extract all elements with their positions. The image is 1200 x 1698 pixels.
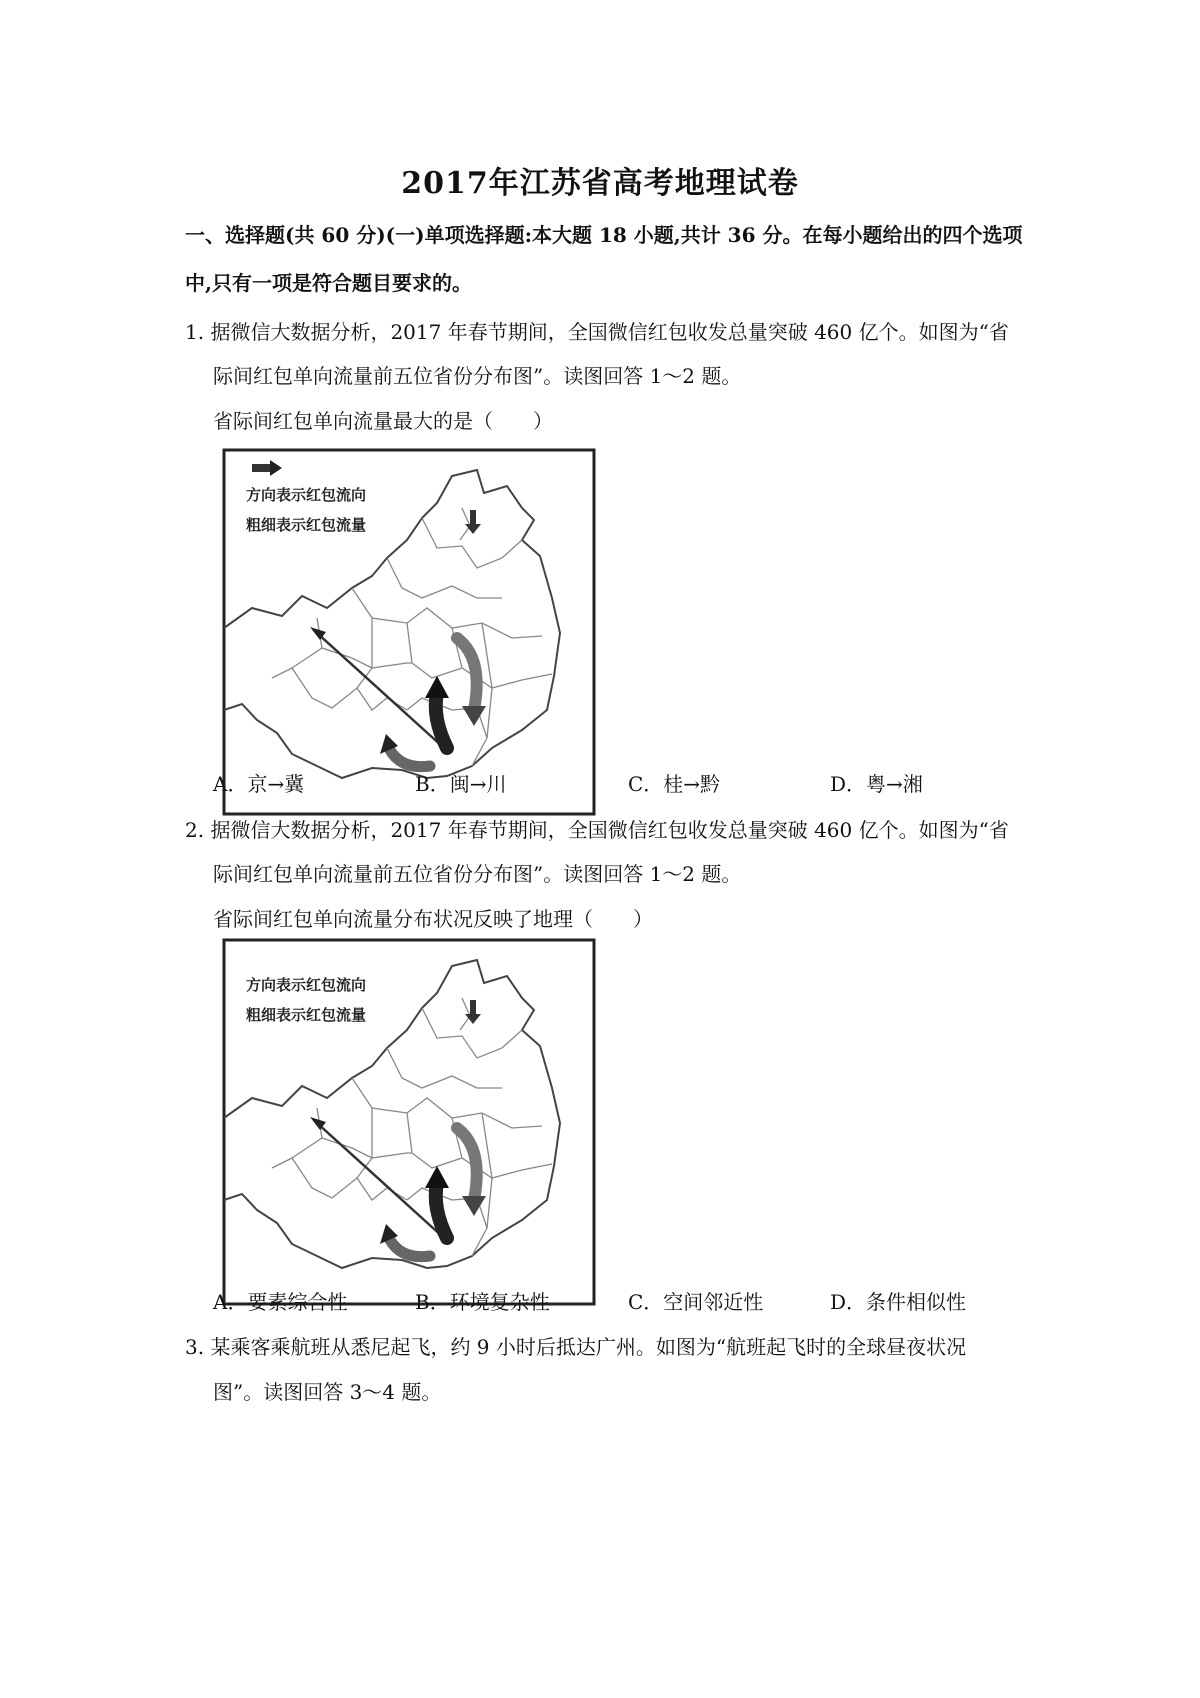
map2-legend-thickness: 粗细表示红包流量 xyxy=(246,1006,367,1024)
red-packet-flow-map-2 xyxy=(222,938,596,1306)
question-1-line1 xyxy=(185,316,1035,348)
q2-option-d: D．条件相似性 xyxy=(830,1290,967,1314)
map-legend-thickness: 粗细表示红包流量 xyxy=(246,516,367,534)
red-packet-flow-map xyxy=(222,448,596,816)
question-2-line1 xyxy=(185,814,1035,846)
section-heading-line2: 中,只有一项是符合题目要求的。 xyxy=(185,271,472,295)
question-3-text: 某乘客乘航班从悉尼起飞，约 9 小时后抵达广州。如图为“航班起飞时的全球昼夜状况 xyxy=(210,1335,967,1359)
question-2-number: 2. xyxy=(185,818,205,842)
question-1-text: 据微信大数据分析，2017 年春节期间，全国微信红包收发总量突破 460 亿个。如图为“省 xyxy=(210,320,1009,344)
question-1-stem: 省际间红包单向流量最大的是（ ） xyxy=(213,409,553,433)
question-1-line2: 际间红包单向流量前五位省份分布图”。读图回答 1～2 题。 xyxy=(213,364,742,388)
question-2-text: 据微信大数据分析，2017 年春节期间，全国微信红包收发总量突破 460 亿个。如图为“省 xyxy=(210,818,1009,842)
question-3-line2: 图”。读图回答 3～4 题。 xyxy=(213,1380,442,1404)
question-3-line1 xyxy=(185,1331,1035,1363)
question-3-number: 3. xyxy=(185,1335,205,1359)
q2-option-b: B．环境复杂性 xyxy=(415,1290,550,1314)
q1-option-b: B．闽→川 xyxy=(415,772,507,796)
q2-option-a: A．要素综合性 xyxy=(213,1290,348,1314)
q2-option-c: C．空间邻近性 xyxy=(628,1290,764,1314)
question-2-stem: 省际间红包单向流量分布状况反映了地理（ ） xyxy=(213,907,653,931)
q1-option-a: A．京→冀 xyxy=(213,772,305,796)
page-title: 2017年江苏省高考地理试卷 xyxy=(401,166,799,201)
question-1-map xyxy=(222,448,596,816)
question-1-number: 1. xyxy=(185,320,205,344)
map2-legend-direction: 方向表示红包流向 xyxy=(246,976,367,994)
question-2-line2: 际间红包单向流量前五位省份分布图”。读图回答 1～2 题。 xyxy=(213,862,742,886)
question-2-map xyxy=(222,938,596,1306)
section-heading-line1: 一、选择题(共 60 分)(一)单项选择题:本大题 18 小题,共计 36 分。在每小题给出的四个选项 xyxy=(185,223,1023,247)
map-legend-direction: 方向表示红包流向 xyxy=(246,486,367,504)
q1-option-d: D．粤→湘 xyxy=(830,772,923,796)
q1-option-c: C．桂→黔 xyxy=(628,772,721,796)
